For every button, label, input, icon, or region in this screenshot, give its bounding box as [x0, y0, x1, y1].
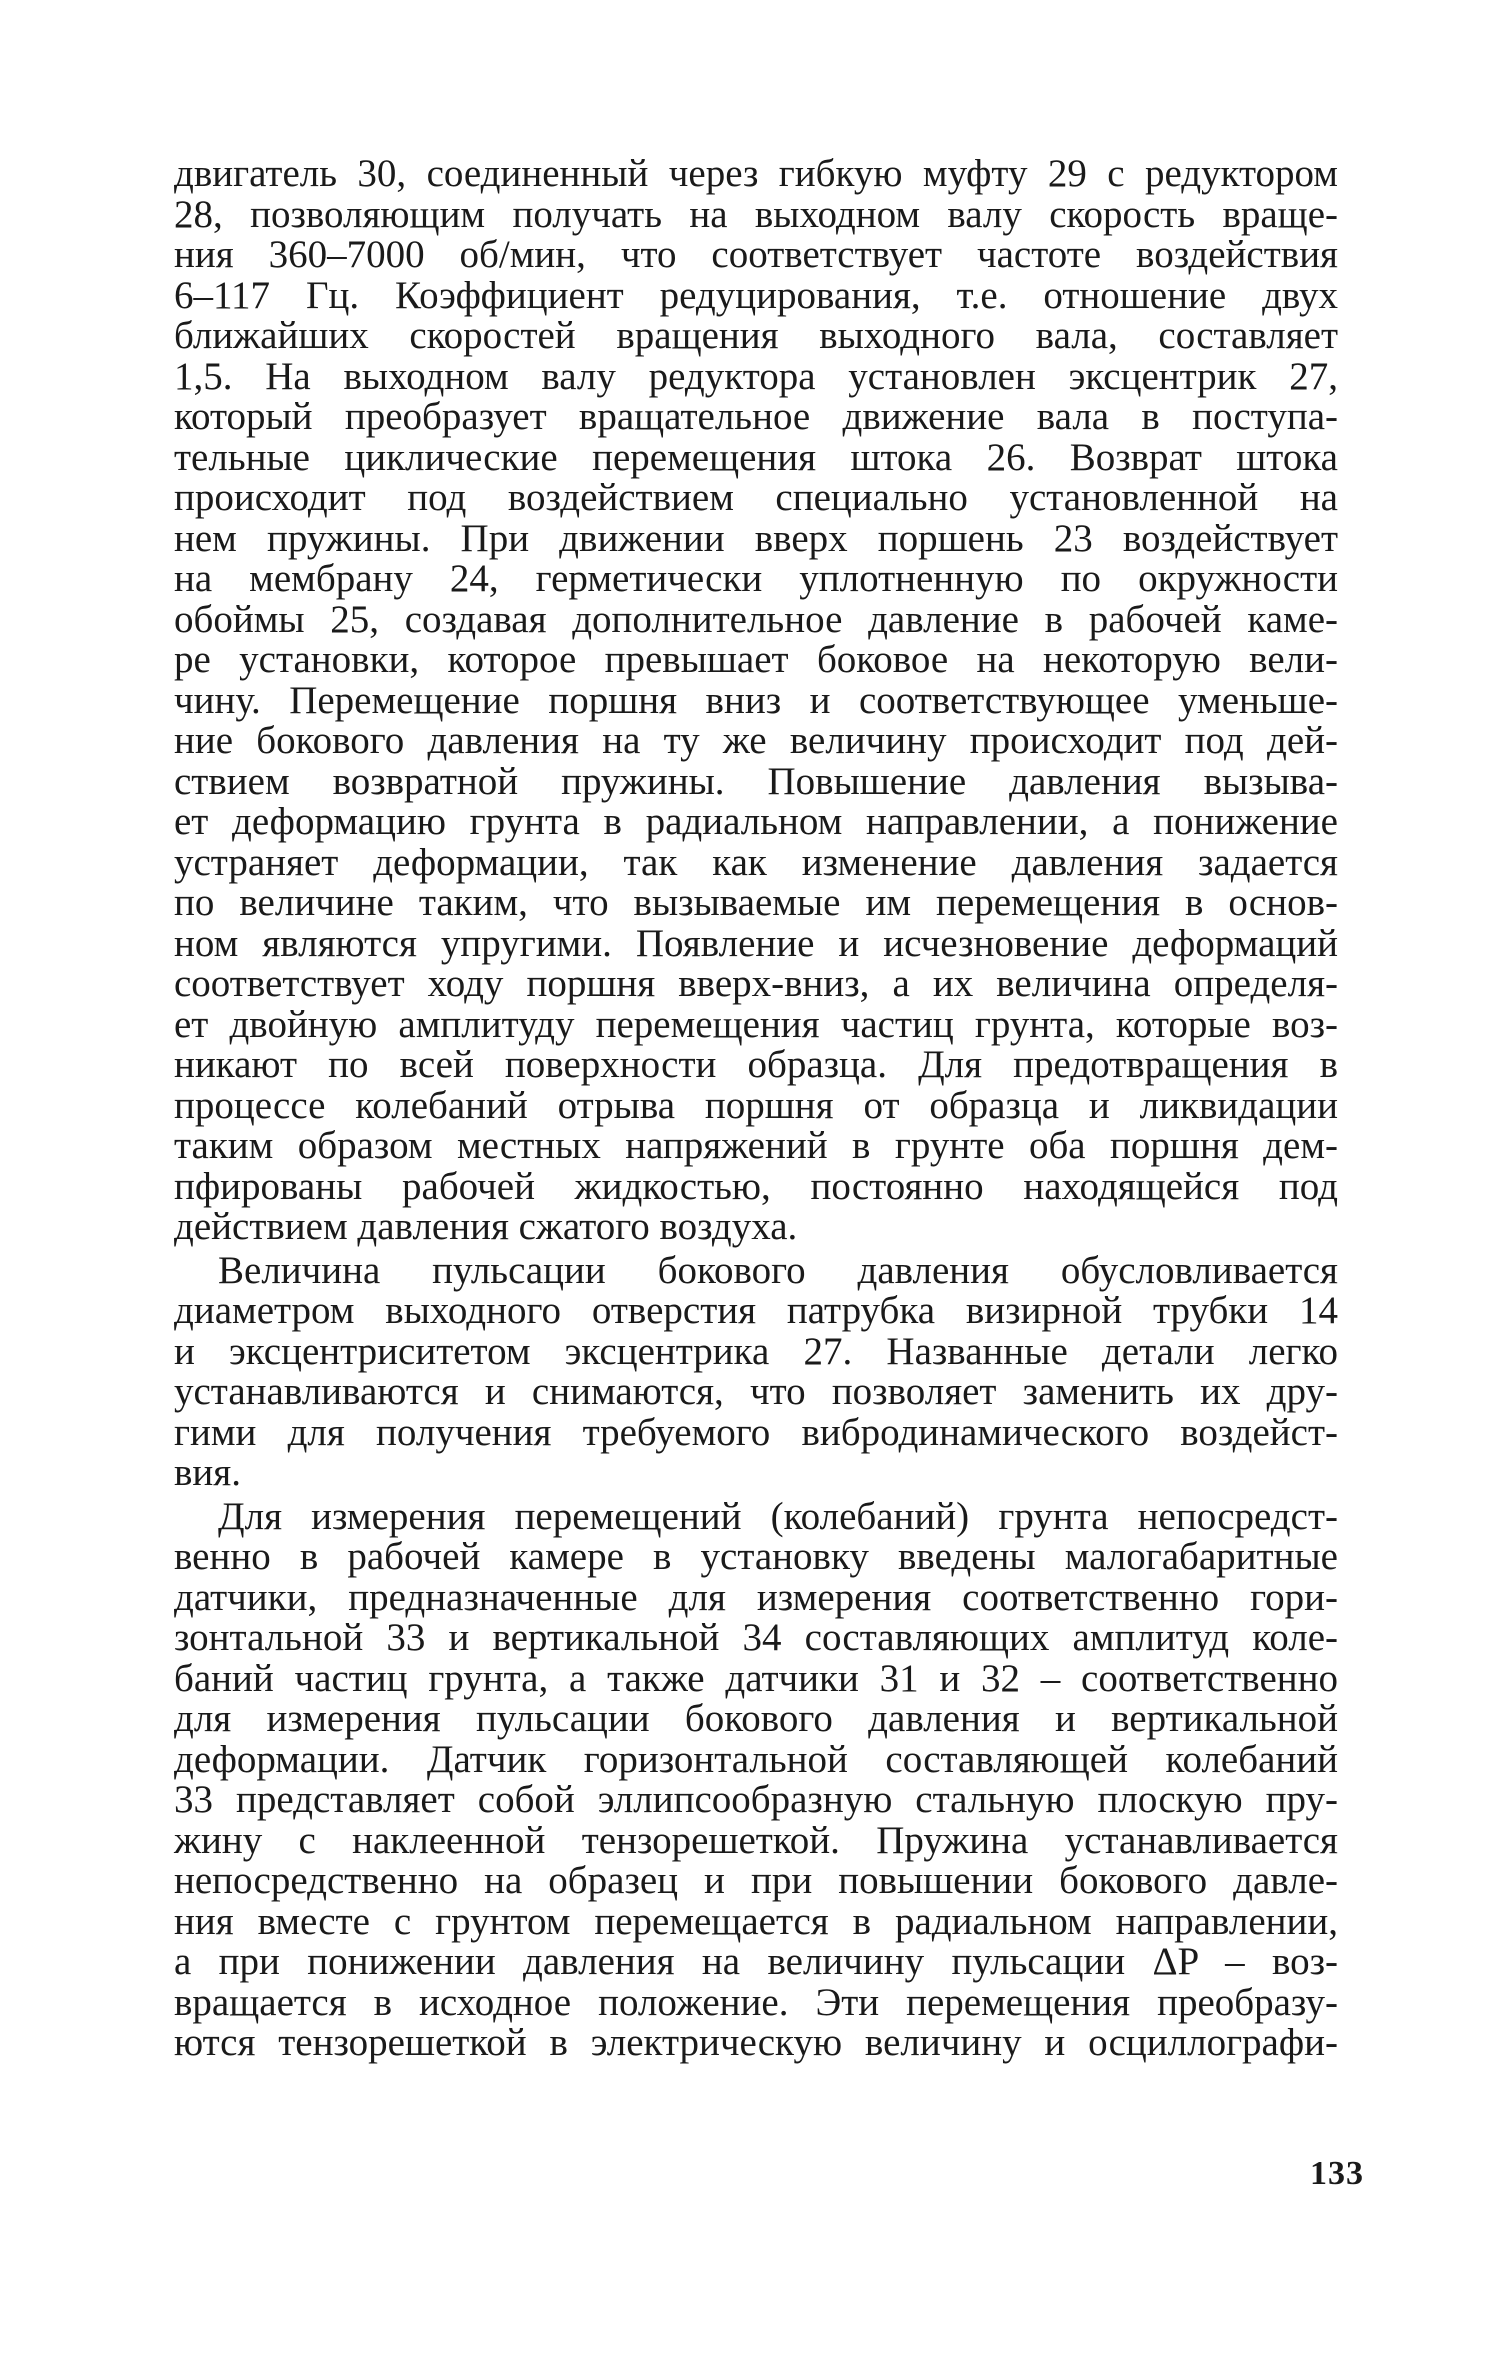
text-line: диаметром выходного отверстия патрубка визирной трубки 14	[174, 1289, 1338, 1332]
text-line: ном являются упругими. Появление и исчезновение деформаций	[174, 921, 1338, 965]
text-line: ствием возвратной пружины. Повышение давления вызыва-	[174, 759, 1338, 803]
text-line: нем пружины. При движении вверх поршень 23 воздействует	[174, 516, 1338, 560]
text-line: ре установки, которое превышает боковое на некоторую вели-	[174, 638, 1338, 681]
page-number: 133	[1310, 2155, 1364, 2192]
text-line: и эксцентриситетом эксцентрика 27. Названные детали легко	[174, 1329, 1338, 1373]
text-line: на мембрану 24, герметически уплотненную по окружности	[174, 557, 1338, 600]
text-line: а при понижении давления на величину пульсации ΔP – воз-	[174, 1940, 1338, 1983]
text-line: ближайших скоростей вращения выходного вала, составляет	[174, 314, 1338, 357]
text-line: для измерения пульсации бокового давления и вертикальной	[174, 1697, 1338, 1740]
text-line: процессе колебаний отрыва поршня от образца и ликвидации	[174, 1083, 1338, 1127]
text-line: устраняет деформации, так как изменение давления задается	[174, 840, 1338, 884]
text-line: ния вместе с грунтом перемещается в радиальном направлении,	[174, 1899, 1338, 1943]
text-line: венно в рабочей камере в установку введены малогабаритные	[174, 1535, 1338, 1578]
text-line: пфированы рабочей жидкостью, постоянно находящейся под	[174, 1164, 1338, 1208]
text-line: ет двойную амплитуду перемещения частиц грунта, которые воз-	[174, 1002, 1338, 1046]
text-line: 33 представляет собой эллипсообразную стальную плоскую пру-	[174, 1778, 1338, 1821]
text-line: Величина пульсации бокового давления обусловливается	[218, 1248, 1338, 1292]
text-line: 6–117 Гц. Коэффициент редуцирования, т.е. отношение двух	[174, 273, 1338, 317]
text-line: никают по всей поверхности образца. Для предотвращения в	[174, 1043, 1338, 1086]
text-line: двигатель 30, соединенный через гибкую муфту 29 с редуктором	[174, 152, 1338, 195]
text-line: 1,5. На выходном валу редуктора установлен эксцентрик 27,	[174, 354, 1338, 398]
text-line: жину с наклеенной тензорешеткой. Пружина устанавливается	[174, 1818, 1338, 1862]
text-line: ние бокового давления на ту же величину происходит под дей-	[174, 719, 1338, 762]
text-line: действием давления сжатого воздуха.	[174, 1205, 798, 1248]
text-line: деформации. Датчик горизонтальной составляющей колебаний	[174, 1737, 1338, 1781]
text-line: зонтальной 33 и вертикальной 34 составляющих амплитуд коле-	[174, 1616, 1338, 1659]
text-line: ния 360–7000 об/мин, что соответствует частоте воздействия	[174, 233, 1338, 276]
text-line: гими для получения требуемого вибродинамического воздейст-	[174, 1410, 1338, 1454]
text-line: ются тензорешеткой в электрическую величину и осциллографи-	[174, 2021, 1338, 2064]
text-line: непосредственно на образец и при повышении бокового давле-	[174, 1859, 1338, 1902]
text-line: тельные циклические перемещения штока 26. Возврат штока	[174, 435, 1338, 479]
text-line: чину. Перемещение поршня вниз и соответствующее уменьше-	[174, 678, 1338, 722]
text-line: происходит под воздействием специально установленной на	[174, 476, 1338, 519]
text-line: баний частиц грунта, а также датчики 31 и 32 – соответственно	[174, 1656, 1338, 1700]
text-line: обоймы 25, создавая дополнительное давление в рабочей каме-	[174, 597, 1338, 641]
text-line: таким образом местных напряжений в грунте оба поршня дем-	[174, 1124, 1338, 1167]
text-line: который преобразует вращательное движение вала в поступа-	[174, 395, 1338, 438]
text-line: Для измерения перемещений (колебаний) грунта непосредст-	[218, 1494, 1338, 1538]
text-line: вращается в исходное положение. Эти перемещения преобразу-	[174, 1980, 1338, 2024]
text-line: ет деформацию грунта в радиальном направлении, а понижение	[174, 800, 1338, 843]
text-line: устанавливаются и снимаются, что позволяет заменить их дру-	[174, 1370, 1338, 1413]
body-text	[174, 154, 1338, 2064]
text-line: вия.	[174, 1451, 241, 1494]
text-line: соответствует ходу поршня вверх-вниз, а их величина определя-	[174, 962, 1338, 1005]
text-line: 28, позволяющим получать на выходном валу скорость враще-	[174, 192, 1338, 236]
text-line: датчики, предназначенные для измерения соответственно гори-	[174, 1575, 1338, 1619]
text-line: по величине таким, что вызываемые им перемещения в основ-	[174, 881, 1338, 924]
